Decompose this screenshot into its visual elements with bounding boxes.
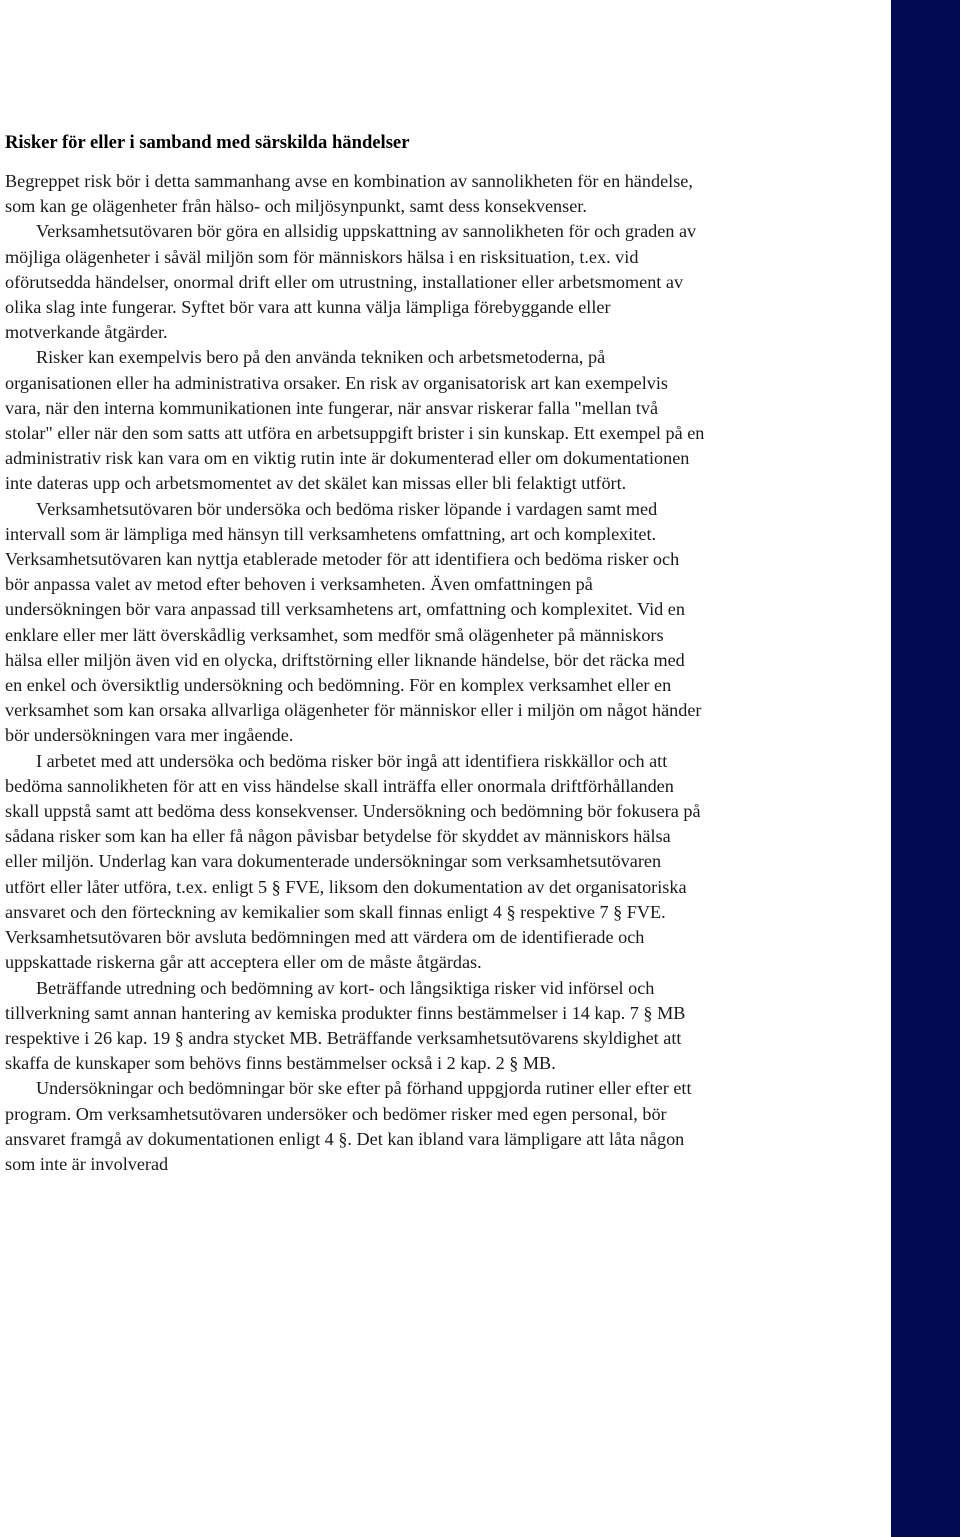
document-body bbox=[5, 130, 705, 1177]
paragraph-routines: Undersökningar och bedömningar bör ske efter på förhand uppgjorda rutiner eller efter ett program. Om verksamhetsutövaren undersöker och bedömer risker med egen personal, bör ansvaret framgå av dokumentationen enligt 4 §. Det kan ibland vara lämpligare att låta någon som inte är involverad bbox=[5, 1078, 692, 1174]
page-edge-bar bbox=[891, 0, 960, 1537]
section-heading: Risker för eller i samband med särskilda händelser bbox=[5, 132, 410, 153]
paragraph-assessment: Verksamhetsutövaren bör göra en allsidig uppskattning av sannolikheten för och graden av möjliga olägenheter i såväl miljön som för människors hälsa i en risksituation, t.ex. vid oförutsedda händelser, onormal drift eller om utrustning, installationer eller arbetsmoment av olika slag inte fungerar. Syftet bör vara att kunna välja lämpliga förebyggande eller motverkande åtgärder. bbox=[5, 221, 697, 343]
paragraph-risk-causes: Risker kan exempelvis bero på den använda tekniken och arbetsmetoderna, på organisationen eller ha administrativa orsaker. En risk av organisatorisk art kan exempelvis vara, när den interna kommunikationen inte fungerar, när ansvar riskerar falla "mellan två stolar" eller när den som satts att utföra en arbetsuppgift brister i sin kunskap. Ett exempel på en administrativ risk kan vara om en viktig rutin inte är dokumenterad eller om dokumentationen inte dateras upp och arbetsmomentet av det skälet kan missas eller bli felaktigt utfört. bbox=[5, 347, 705, 494]
paragraph-legal-provisions: Beträffande utredning och bedömning av kort- och långsiktiga risker vid införsel och tillverkning samt annan hantering av kemiska produkter finns bestämmelser i 14 kap. 7 § MB respektive i 26 kap. 19 § andra stycket MB. Beträffande verksamhetsutövarens skyldighet att skaffa de kunskaper som behövs finns bestämmelser också i 2 kap. 2 § MB. bbox=[5, 977, 686, 1074]
paragraph-identification: I arbetet med att undersöka och bedöma risker bör ingå att identifiera riskkällor och att bedöma sannolikheten för att en viss händelse skall inträffa eller onormala driftförhållanden skall uppstå samt att bedöma dess konsekvenser. Undersökning och bedömning bör fokusera på sådana risker som kan ha eller få någon påvisbar betydelse för skyddet av människors hälsa eller miljön. Underlag kan vara dokumenterade undersökningar som verksamhetsutövaren utfört eller låter utföra, t.ex. enligt 5 § FVE, liksom den dokumentation av det organisatoriska ansvaret och den förteckning av kemikalier som skall finnas enligt 4 § respektive 7 § FVE. Verksamhetsutövaren bör avsluta bedömningen med att värdera om de identifierade och uppskattade riskerna går att acceptera eller om de måste åtgärdas. bbox=[5, 750, 701, 973]
paragraph-ongoing-evaluation: Verksamhetsutövaren bör undersöka och bedöma risker löpande i vardagen samt med intervall som är lämpliga med hänsyn till verksamhetens omfattning, art och komplexitet. Verksamhetsutövaren kan nyttja etablerade metoder för att identifiera och bedöma risker och bör anpassa valet av metod efter behoven i verksamheten. Även omfattningen på undersökningen bör vara anpassad till verksamhetens art, omfattning och komplexitet. Vid en enklare eller mer lätt överskådlig verksamhet, som medför små olägenheter på människors hälsa eller miljön även vid en olycka, driftstörning eller liknande händelse, bör det räcka med en enkel och översiktlig undersökning och bedömning. För en komplex verksamhet eller en verksamhet som kan orsaka allvarliga olägenheter för människor eller i miljön om något händer bör undersökningen vara mer ingående. bbox=[5, 498, 702, 746]
paragraph-definition: Begreppet risk bör i detta sammanhang avse en kombination av sannolikheten för en händelse, som kan ge olägenheter från hälso- och miljösynpunkt, samt dess konsekvenser. bbox=[5, 171, 693, 217]
